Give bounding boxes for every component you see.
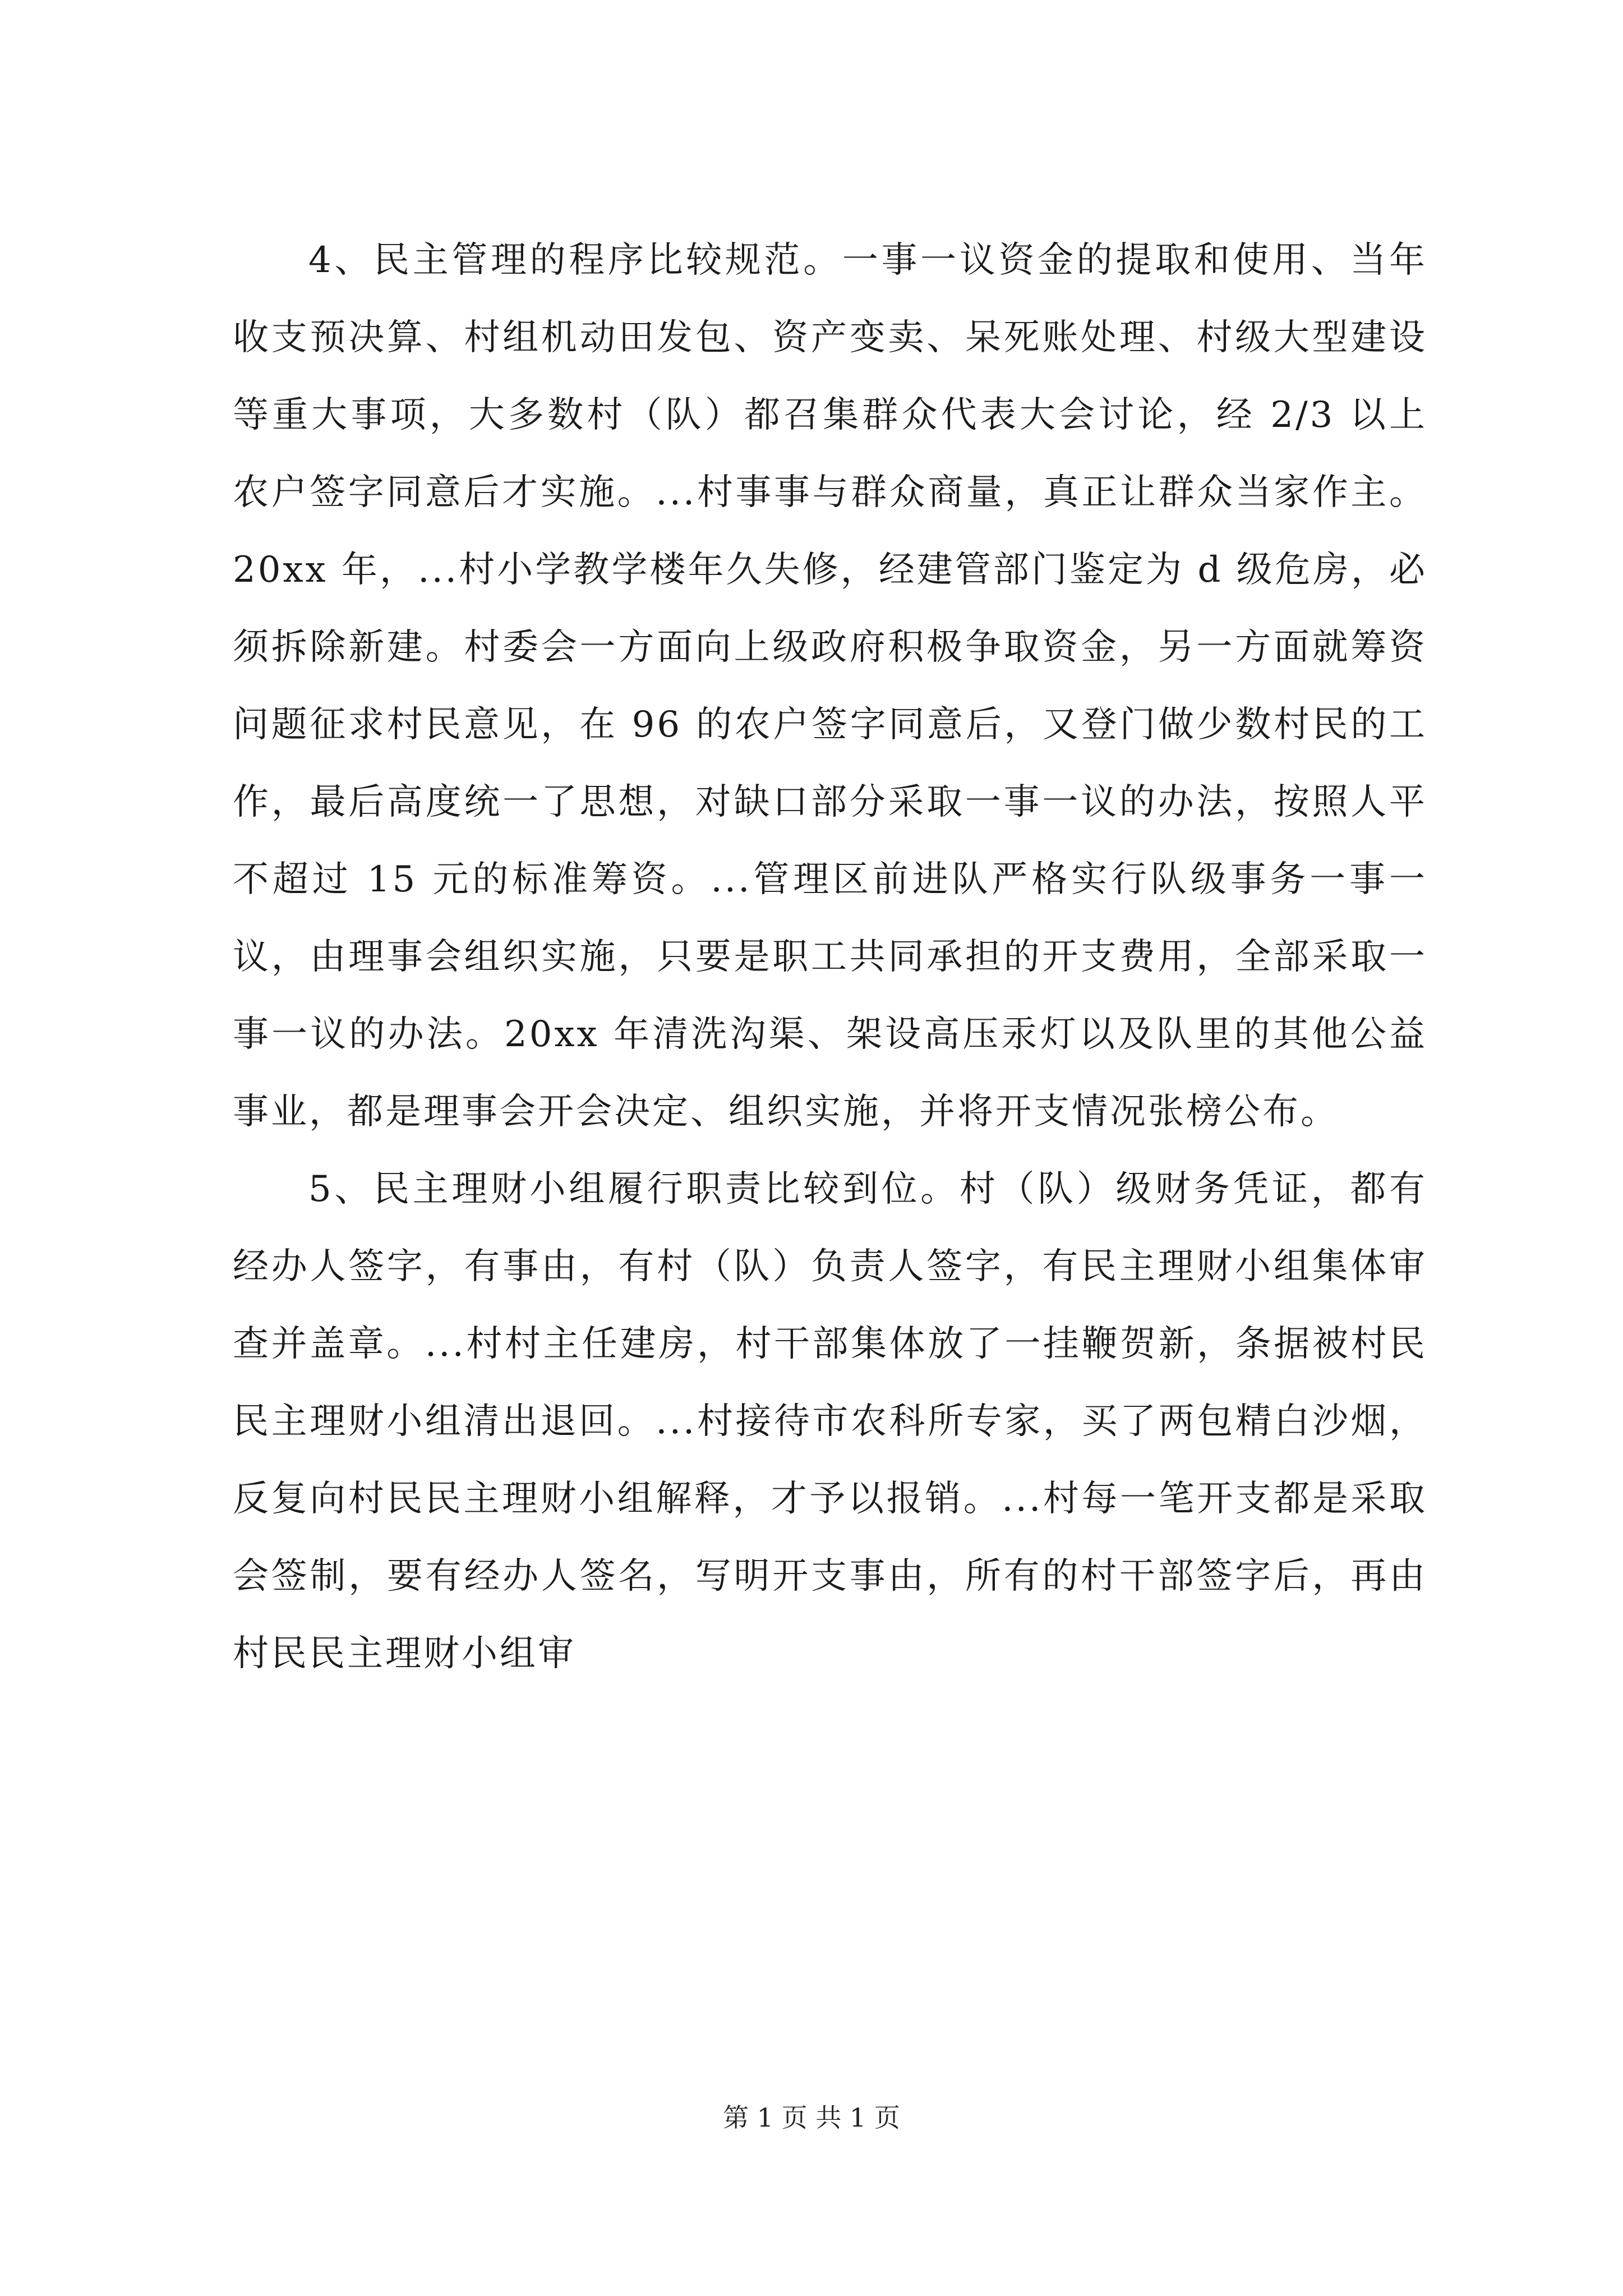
paragraph-democratic-management: 4、民主管理的程序比较规范。一事一议资金的提取和使用、当年收支预决算、村组机动田发包、资产变卖、呆死账处理、村级大型建设等重大事项，大多数村（队）都召集群众代表大会讨论，经 2/3 以上农户签字同意后才实施。...村事事与群众商量，真正让群众当家作主。20xx 年，...村小学教学楼年久失修，经建管部门鉴定为 d 级危房，必须拆除新建。村委会一方面向上级政府积极争取资金，另一方面就筹资问题征求村民意见，在 96 的农户签字同意后，又登门做少数村民的工作，最后高度统一了思想，对缺口部分采取一事一议的办法，按照人平不超过 15 元的标准筹资。...管理区前进队严格实行队级事务一事一议，由理事会组织实施，只要是职工共同承担的开支费用，全部采取一事一议的办法。20xx 年清洗沟渠、架设高压汞灯以及队里的其他公益事业，都是理事会开会决定、组织实施，并将开支情况张榜公布。: [233, 240, 1427, 1133]
paragraph-financial-group: 5、民主理财小组履行职责比较到位。村（队）级财务凭证，都有经办人签字，有事由，有村（队）负责人签字，有民主理财小组集体审查并盖章。...村村主任建房，村干部集体放了一挂鞭贺新，条据被村民民主理财小组清出退回。...村接待市农科所专家，买了两包精白沙烟，反复向村民民主理财小组解释，才予以报销。...村每一笔开支都是采取会签制，要有经办人签名，写明开支事由，所有的村干部签字后，再由村民民主理财小组审: [233, 1168, 1427, 1674]
body-text: [233, 222, 1427, 1692]
page-footer: 第 1 页 共 1 页: [723, 2102, 900, 2133]
